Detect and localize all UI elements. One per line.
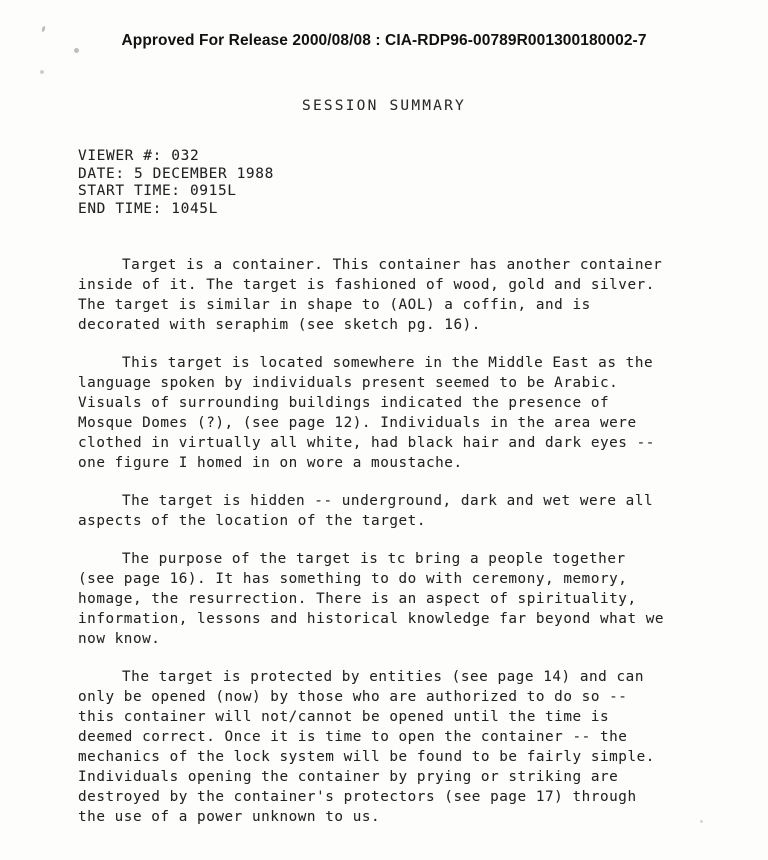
start-time: START TIME: 0915L xyxy=(78,183,237,199)
viewer-number: VIEWER #: 032 xyxy=(78,148,200,164)
scan-artifact-speck xyxy=(700,820,703,823)
page-title: SESSION SUMMARY xyxy=(302,98,466,114)
paragraph: The purpose of the target is tc bring a people together (see page 16). It has something to do with ceremony, memory, homage, the resurrection. There is an aspect of spirituality, information, lessons and historical knowledge far beyond what we now know. xyxy=(78,551,674,647)
session-summary-body xyxy=(78,255,674,827)
session-date: DATE: 5 DECEMBER 1988 xyxy=(78,165,274,182)
paragraph: The target is hidden -- underground, dark and wet were all aspects of the location of the target. xyxy=(78,493,663,529)
release-approval-stamp: Approved For Release 2000/08/08 : CIA-RDP96-00789R001300180002-7 xyxy=(121,32,647,49)
scan-artifact-speck xyxy=(40,70,44,74)
paragraph: The target is protected by entities (see page 14) and can only be opened (now) by those who are authorized to do so -- this container will not/cannot be opened until the time is deemed correct. Once it is time to open the container -- the mechanics of the lock system will be found to be fairly simple. Individuals opening the container by prying or striking are destroyed by the container's protectors (see page 17) through the use of a power unknown to us. xyxy=(78,669,665,825)
paragraph: This target is located somewhere in the Middle East as the language spoken by individuals present seemed to be Arabic. Visuals of surrounding buildings indicated the presence of Mosque Domes (?), (see page 12). Individuals in the area were clothed in virtually all white, had black hair and dark eyes -- one figure I homed in on wore a moustache. xyxy=(78,355,665,471)
end-time: END TIME: 1045L xyxy=(78,200,218,217)
session-metadata xyxy=(78,148,274,218)
paragraph: Target is a container. This container has another container inside of it. The target is fashioned of wood, gold and silver. The target is similar in shape to (AOL) a coffin, and is decorated with seraphim (see sketch pg. 16). xyxy=(78,257,672,333)
